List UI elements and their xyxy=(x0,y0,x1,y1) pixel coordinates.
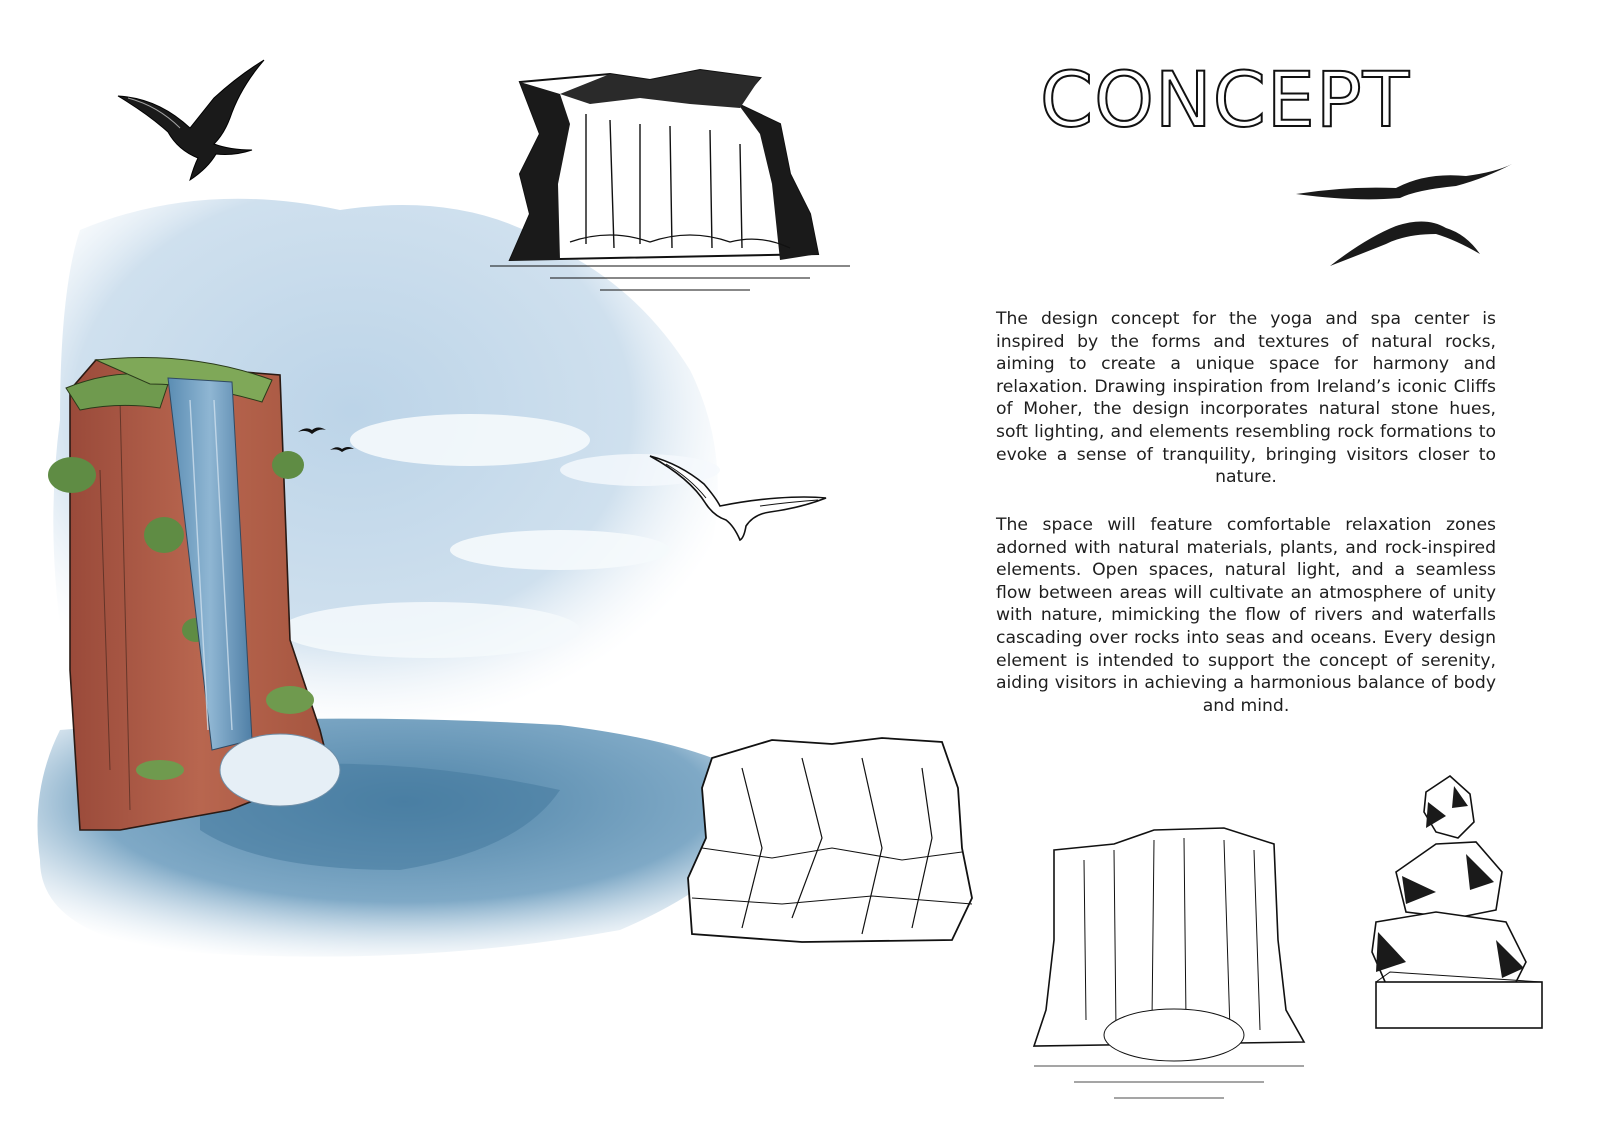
page-title: CONCEPT xyxy=(1040,55,1411,144)
seagull-sketch xyxy=(1296,162,1516,272)
seagull-sketch xyxy=(650,454,830,544)
concept-paragraph: The space will feature comfortable relaxation zones adorned with natural materials, plants, and rock-inspired elements. Open spaces, natural light, and a seamless flow between areas will cultivate an atmosphere of unity with nature, mimicking the flow of rivers and waterfalls cascading over rocks into seas and oceans. Every design element is intended to support the concept of serenity, aiding visitors in achieving a harmonious balance of body and mind. xyxy=(996,515,1496,716)
cliff-waterfall-sketch xyxy=(1024,820,1314,1110)
concept-paragraph: The design concept for the yoga and spa center is inspired by the forms and textures of natural rocks, aiming to create a unique space for harmony and relaxation. Drawing inspiration from Ireland’s iconic Cliffs of Moher, the design incorporates natural stone hues, soft lighting, and elements resembling rock formations to evoke a sense of tranquility, bringing visitors closer to nature. xyxy=(996,309,1496,488)
stacked-stones-sketch xyxy=(1366,772,1546,1032)
waterfall-sketch xyxy=(490,64,850,294)
rock-formation-sketch xyxy=(682,728,982,948)
seagull-sketch xyxy=(118,58,268,188)
